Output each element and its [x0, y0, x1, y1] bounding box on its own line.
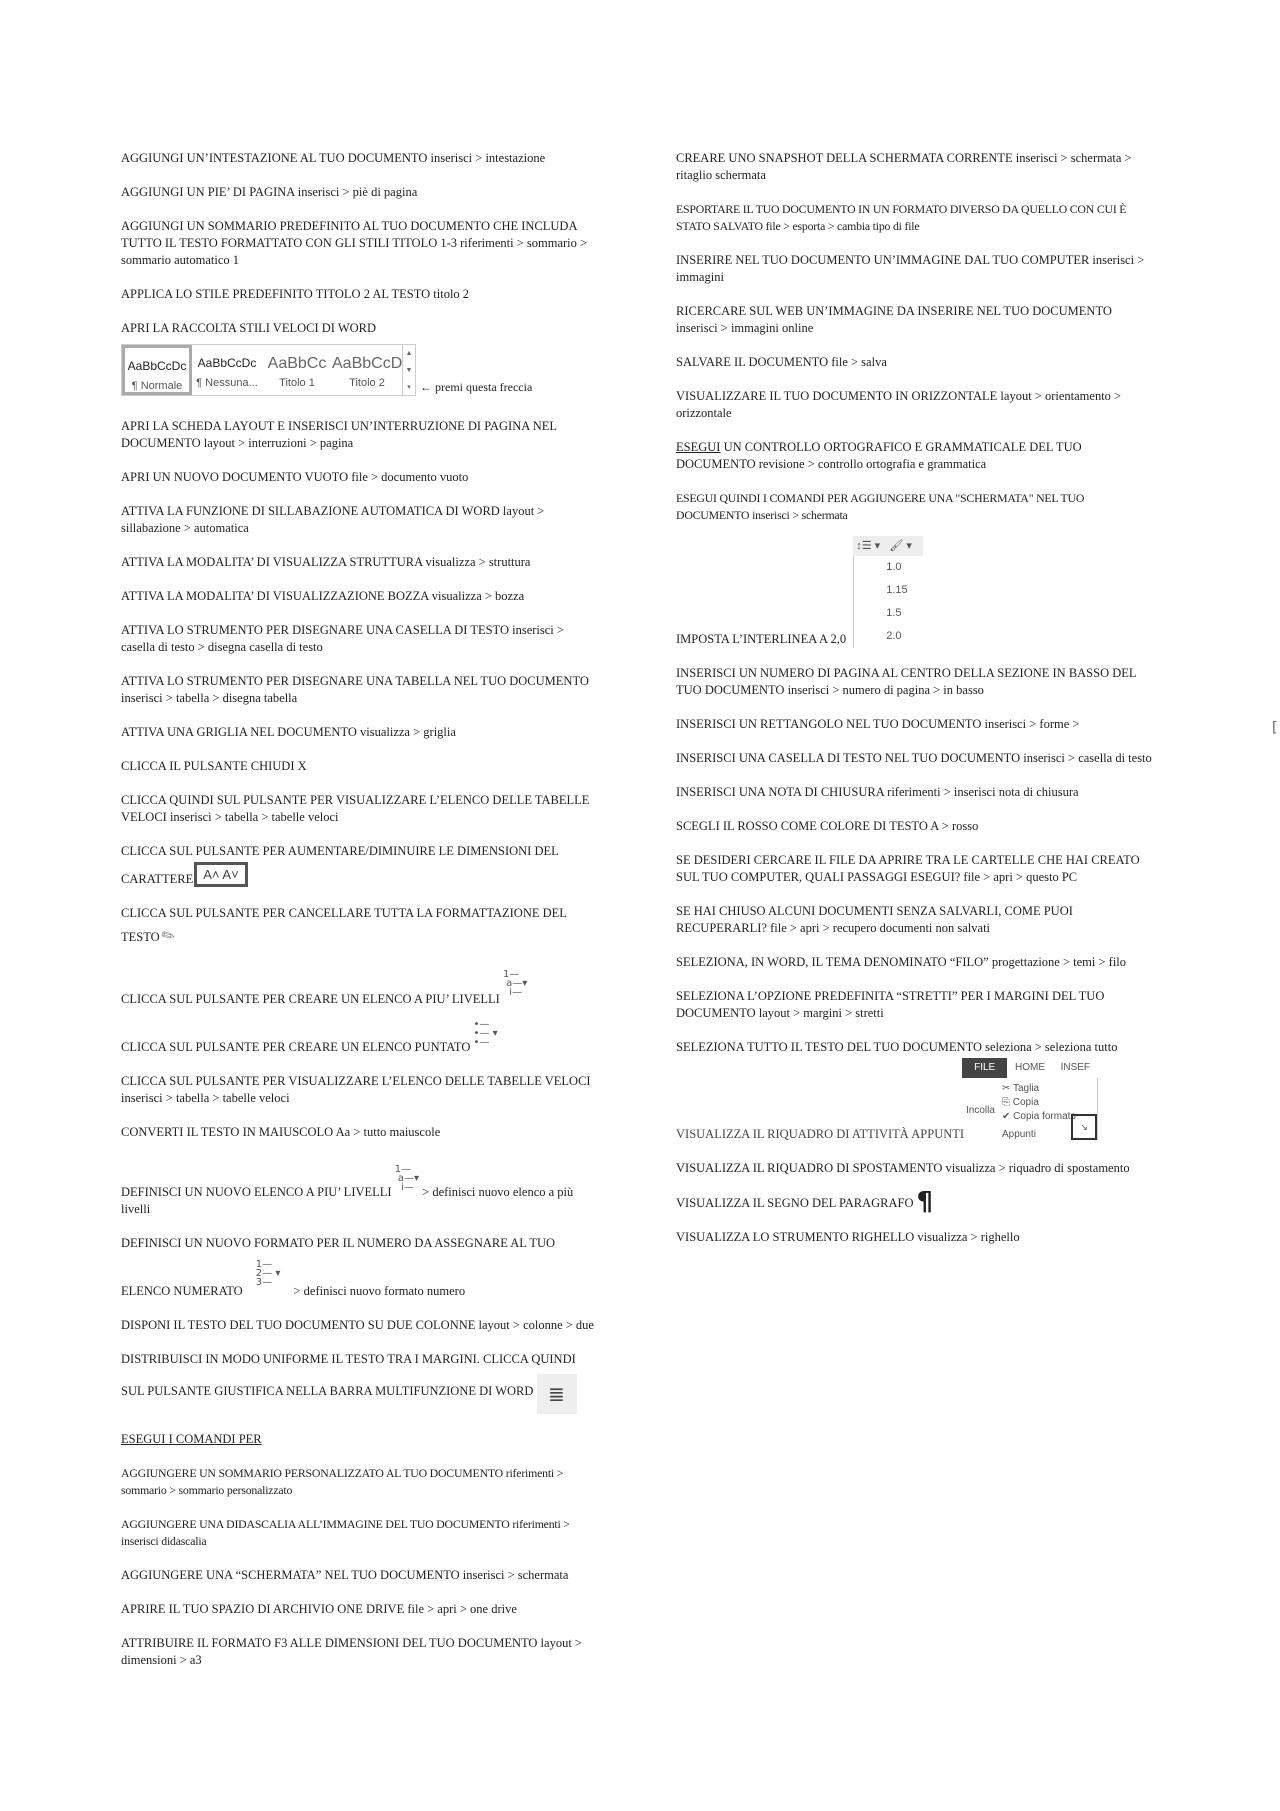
list-item: DISPONI IL TESTO DEL TUO DOCUMENTO SU DUE COLONNE layout > colonne > due [121, 1318, 594, 1332]
list-item: SE DESIDERI CERCARE IL FILE DA APRIRE TRA LE CARTELLE CHE HAI CREATO SUL TUO COMPUTER, QUALI PASSAGGI ESEGUI? file > apri > questo PC [676, 853, 1140, 884]
list-item [121, 1374, 599, 1414]
line-spacing-icon: ↕☰ ▾ 🖌 ▾ [853, 536, 923, 556]
list-item: CLICCA QUINDI SUL PULSANTE PER VISUALIZZARE L’ELENCO DELLE TABELLE VELOCI inserisci > tabella > tabelle veloci [121, 793, 590, 824]
cut-label: ✂ Taglia [1002, 1083, 1040, 1094]
list-item: AGGIUNGERE UNA “SCHERMATA” NEL TUO DOCUMENTO inserisci > schermata [121, 1568, 569, 1582]
list-item: SELEZIONA, IN WORD, IL TEMA DENOMINATO “FILO” progettazione > temi > filo [676, 955, 1127, 969]
list-item: APRIRE IL TUO SPAZIO DI ARCHIVIO ONE DRIVE file > apri > one drive [121, 1602, 517, 1616]
list-item: SELEZIONA L’OPZIONE PREDEFINITA “STRETTI” PER I MARGINI DEL TUO DOCUMENTO layout > margini > stretti [676, 989, 1105, 1020]
list-item: APRI LA SCHEDA LAYOUT E INSERISCI UN’INTERRUZIONE DI PAGINA NEL DOCUMENTO layout > interruzioni > pagina [121, 419, 557, 450]
list-item: CONVERTI IL TESTO IN MAIUSCOLO Aa > tutto maiuscole [121, 1125, 441, 1139]
style-normale: AaBbCcDc ¶ Normale [122, 345, 192, 395]
justify-icon: ≣ [537, 1374, 577, 1414]
list-item: INSERISCI UN NUMERO DI PAGINA AL CENTRO DELLA SEZIONE IN BASSO DEL TUO DOCUMENTO inserisci > numero di pagina > in basso [676, 666, 1137, 697]
list-item: ATTRIBUIRE IL FORMATO F3 ALLE DIMENSIONI DEL TUO DOCUMENTO layout > dimensioni > a3 [121, 1636, 582, 1667]
list-item: VISUALIZZA IL RIQUADRO DI ATTIVITÀ APPUNTI [676, 1127, 965, 1141]
list-item: AGGIUNGI UN SOMMARIO PREDEFINITO AL TUO DOCUMENTO CHE INCLUDA TUTTO IL TESTO FORMATTATO CON GLI STILI TITOLO 1-3 riferimenti > sommario > sommario automatico 1 [121, 219, 588, 267]
dialog-launcher-icon: ↘ [1071, 1114, 1097, 1140]
clipboard-group-label: Appunti [1002, 1129, 1036, 1140]
list-item: ATTIVA UNA GRIGLIA NEL DOCUMENTO visualizza > griglia [121, 725, 456, 739]
list-item [121, 1165, 599, 1218]
style-nessuna: AaBbCcDc ¶ Nessuna... [196, 356, 258, 389]
list-item: SELEZIONA TUTTO IL TESTO DEL TUO DOCUMENTO seleziona > seleziona tutto [676, 1040, 1118, 1054]
style-titolo1: AaBbCc Titolo 1 [267, 355, 327, 389]
list-item: ESEGUI QUINDI I COMANDI PER AGGIUNGERE UNA "SCHERMATA" NEL TUO DOCUMENTO inserisci > schermata [676, 491, 1085, 522]
list-item: APPLICA LO STILE PREDEFINITO TITOLO 2 AL TESTO titolo 2 [121, 287, 470, 301]
paragrafo-label: VISUALIZZA IL SEGNO DEL PARAGRAFO [676, 1196, 914, 1210]
list-item [121, 1020, 599, 1056]
esegui-underlined: ESEGUI [676, 440, 721, 454]
pilcrow-icon: ¶ [916, 1187, 934, 1217]
list-item: INSERISCI UNA CASELLA DI TESTO NEL TUO DOCUMENTO inserisci > casella di testo [676, 751, 1152, 765]
list-item: DISTRIBUISCI IN MODO UNIFORME IL TESTO TRA I MARGINI. CLICCA QUINDI [121, 1352, 576, 1366]
esegui-rest: UN CONTROLLO ORTOGRAFICO E GRAMMATICALE DEL TUO DOCUMENTO revisione > controllo ortografia e grammatica [676, 440, 1082, 471]
line-spacing-option: 1.5 [853, 602, 923, 625]
paste-label: Incolla [966, 1105, 995, 1116]
line-spacing-option: 1.15 [853, 579, 923, 602]
list-item: APRI LA RACCOLTA STILI VELOCI DI WORD [121, 321, 377, 335]
bullet-list-icon: •— •— ▾ •— [473, 1019, 498, 1048]
right-column [676, 150, 1156, 1263]
list-item: SE HAI CHIUSO ALCUNI DOCUMENTI SENZA SALVARLI, COME PUOI RECUPERARLI? file > apri > recupero documenti non salvati [676, 904, 1073, 935]
list-item: AGGIUNGERE UNA DIDASCALIA ALL’IMMAGINE DEL TUO DOCUMENTO riferimenti > inserisci didascalia [121, 1517, 570, 1548]
list-item: DEFINISCI UN NUOVO FORMATO PER IL NUMERO DA ASSEGNARE AL TUO [121, 1236, 556, 1250]
list-item: APRI UN NUOVO DOCUMENTO VUOTO file > documento vuoto [121, 470, 469, 484]
list-item: ATTIVA LO STRUMENTO PER DISEGNARE UNA CASELLA DI TESTO inserisci > casella di testo > disegna casella di testo [121, 623, 564, 654]
clipboard-panel [962, 1058, 1098, 1140]
style-titolo2: AaBbCcD Titolo 2 [332, 355, 402, 389]
list-item: CREARE UNO SNAPSHOT DELLA SCHERMATA CORRENTE inserisci > schermata > ritaglio schermata [676, 151, 1132, 182]
line-spacing-option: 1.0 [853, 556, 923, 579]
list-item: SCEGLI IL ROSSO COME COLORE DI TESTO A > rosso [676, 819, 979, 833]
multilevel-list-icon: 1— a—▾ i— [502, 969, 528, 998]
elenco-puntato-label: CLICCA SUL PULSANTE PER CREARE UN ELENCO PUNTATO [121, 1040, 471, 1054]
gallery-more-arrow-icon: ▲ ▼ ▾ [403, 344, 416, 396]
edge-mark: [ [1272, 720, 1278, 736]
left-column [121, 150, 599, 1686]
list-item: ATTIVA LO STRUMENTO PER DISEGNARE UNA TABELLA NEL TUO DOCUMENTO inserisci > tabella > disegna tabella [121, 674, 589, 705]
list-item: INSERIRE NEL TUO DOCUMENTO UN’IMMAGINE DAL TUO COMPUTER inserisci > immagini [676, 253, 1145, 284]
giustifica-label: SUL PULSANTE GIUSTIFICA NELLA BARRA MULTIFUNZIONE DI WORD [121, 1384, 534, 1398]
list-item: VISUALIZZA IL RIQUADRO DI SPOSTAMENTO visualizza > riquadro di spostamento [676, 1161, 1130, 1175]
list-item: ATTIVA LA MODALITA’ DI VISUALIZZA STRUTTURA visualizza > struttura [121, 555, 531, 569]
list-item [121, 1260, 599, 1300]
line-spacing-menu [853, 536, 923, 648]
section-header: ESEGUI I COMANDI PER [121, 1432, 262, 1446]
list-item: AGGIUNGI UN’INTESTAZIONE AL TUO DOCUMENTO inserisci > intestazione [121, 151, 546, 165]
list-item: CLICCA SUL PULSANTE PER CANCELLARE TUTTA LA FORMATTAZIONE DEL [121, 906, 567, 920]
list-item: AGGIUNGERE UN SOMMARIO PERSONALIZZATO AL TUO DOCUMENTO riferimenti > sommario > sommario personalizzato [121, 1466, 564, 1497]
list-item [121, 862, 599, 888]
list-item [121, 970, 599, 1008]
list-item [121, 925, 599, 948]
elenco-numerato-label: ELENCO NUMERATO [121, 1284, 243, 1298]
testo-label: TESTO [121, 930, 160, 944]
line-spacing-option: 2.0 [853, 625, 923, 648]
list-item: VISUALIZZA LO STRUMENTO RIGHELLO visualizza > righello [676, 1230, 1020, 1244]
list-item: RICERCARE SUL WEB UN’IMMAGINE DA INSERIRE NEL TUO DOCUMENTO inserisci > immagini online [676, 304, 1112, 335]
definisci-elenco-label: DEFINISCI UN NUOVO ELENCO A PIU’ LIVELLI [121, 1185, 392, 1199]
format-painter-label: ✔ Copia formato [1002, 1111, 1076, 1122]
list-item: INSERISCI UN RETTANGOLO NEL TUO DOCUMENTO inserisci > forme > [676, 717, 1080, 731]
list-item [676, 439, 1156, 473]
eraser-icon: ✎ [158, 925, 179, 948]
list-item [676, 536, 1156, 648]
styles-gallery [121, 344, 599, 396]
list-item: VISUALIZZARE IL TUO DOCUMENTO IN ORIZZONTALE layout > orientamento > orizzontale [676, 389, 1122, 420]
list-item: AGGIUNGI UN PIE’ DI PAGINA inserisci > piè di pagina [121, 185, 418, 199]
arrow-note: ← premi questa freccia [420, 380, 533, 394]
list-item [676, 1187, 1156, 1217]
tab-home: HOME [1014, 1062, 1045, 1073]
list-item: CLICCA SUL PULSANTE PER VISUALIZZARE L’ELENCO DELLE TABELLE VELOCI inserisci > tabella > tabelle veloci [121, 1074, 591, 1105]
list-item: ATTIVA LA MODALITA’ DI VISUALIZZAZIONE BOZZA visualizza > bozza [121, 589, 525, 603]
list-item: INSERISCI UNA NOTA DI CHIUSURA riferimenti > inserisci nota di chiusura [676, 785, 1079, 799]
list-item: ATTIVA LA FUNZIONE DI SILLABAZIONE AUTOMATICA DI WORD layout > sillabazione > automatica [121, 504, 545, 535]
copy-label: ⎘ Copia [1002, 1097, 1039, 1108]
tab-file: FILE [962, 1058, 1007, 1078]
definisci-elenco-path: > definisci nuovo elenco a più livelli [121, 1185, 574, 1216]
list-item: CLICCA SUL PULSANTE PER AUMENTARE/DIMINUIRE LE DIMENSIONI DEL [121, 844, 559, 858]
elenco-livelli-label: CLICCA SUL PULSANTE PER CREARE UN ELENCO A PIU’ LIVELLI [121, 992, 500, 1006]
list-item: ESPORTARE IL TUO DOCUMENTO IN UN FORMATO DIVERSO DA QUELLO CON CUI È STATO SALVATO file > esporta > cambia tipo di file [676, 202, 1127, 233]
list-item: CLICCA IL PULSANTE CHIUDI X [121, 759, 307, 773]
font-size-buttons-icon: A˄ A˅ [194, 862, 247, 887]
tab-inserisci: INSEF [1060, 1062, 1091, 1073]
carattere-label: CARATTERE [121, 872, 194, 886]
numbered-list-icon: 1— 2— ▾ 3— [255, 1259, 281, 1288]
multilevel-list-icon: 1— a—▾ i— [394, 1164, 420, 1193]
definisci-formato-path: > definisci nuovo formato numero [293, 1284, 466, 1298]
list-item: SALVARE IL DOCUMENTO file > salva [676, 355, 887, 369]
interlinea-label: IMPOSTA L’INTERLINEA A 2,0 [676, 632, 847, 646]
